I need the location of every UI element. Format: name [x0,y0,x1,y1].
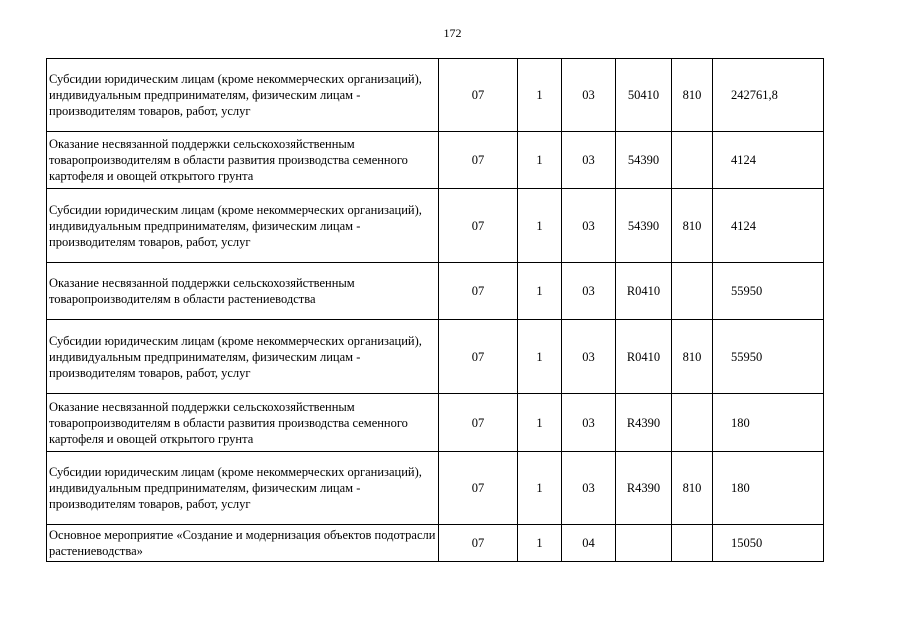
row-section-code: 07 [439,132,518,189]
row-subprogram-code: 04 [562,525,616,562]
row-program-code: 1 [518,59,562,132]
row-amount: 4124 [713,189,824,263]
row-section-code: 07 [439,452,518,525]
table-row [47,320,824,394]
row-program-code: 1 [518,525,562,562]
table-row [47,59,824,132]
row-expense-type: 810 [672,452,713,525]
row-amount: 180 [713,452,824,525]
row-direction-code [616,525,672,562]
budget-table [46,58,824,562]
row-amount: 4124 [713,132,824,189]
row-expense-type [672,263,713,320]
row-amount: 55950 [713,263,824,320]
row-program-code: 1 [518,452,562,525]
row-description: Оказание несвязанной поддержки сельскохозяйственным товаропроизводителям в области развития производства семенного картофеля и овощей открытого грунта [47,394,439,452]
row-subprogram-code: 03 [562,263,616,320]
row-subprogram-code: 03 [562,452,616,525]
row-direction-code: R4390 [616,394,672,452]
row-program-code: 1 [518,189,562,263]
row-section-code: 07 [439,320,518,394]
row-program-code: 1 [518,394,562,452]
row-description: Оказание несвязанной поддержки сельскохозяйственным товаропроизводителям в области растениеводства [47,263,439,320]
table-row [47,394,824,452]
row-amount: 242761,8 [713,59,824,132]
row-amount: 180 [713,394,824,452]
row-amount: 15050 [713,525,824,562]
row-direction-code: 54390 [616,189,672,263]
row-subprogram-code: 03 [562,59,616,132]
row-description: Оказание несвязанной поддержки сельскохозяйственным товаропроизводителям в области развития производства семенного картофеля и овощей открытого грунта [47,132,439,189]
row-section-code: 07 [439,59,518,132]
row-expense-type: 810 [672,189,713,263]
row-description: Субсидии юридическим лицам (кроме некоммерческих организаций), индивидуальным предпринимателям, физическим лицам - производителям товаров, работ, услуг [47,189,439,263]
row-direction-code: R0410 [616,263,672,320]
table-body [47,59,824,562]
row-section-code: 07 [439,263,518,320]
row-expense-type [672,132,713,189]
table-row [47,452,824,525]
row-direction-code: 54390 [616,132,672,189]
row-subprogram-code: 03 [562,189,616,263]
table-row [47,132,824,189]
row-description: Субсидии юридическим лицам (кроме некоммерческих организаций), индивидуальным предпринимателям, физическим лицам - производителям товаров, работ, услуг [47,320,439,394]
table-row [47,263,824,320]
row-section-code: 07 [439,394,518,452]
row-direction-code: R0410 [616,320,672,394]
table-row [47,525,824,562]
row-direction-code: 50410 [616,59,672,132]
row-subprogram-code: 03 [562,394,616,452]
row-expense-type [672,394,713,452]
table-row [47,189,824,263]
page-number: 172 [443,26,462,40]
row-program-code: 1 [518,320,562,394]
row-program-code: 1 [518,132,562,189]
row-description: Субсидии юридическим лицам (кроме некоммерческих организаций), индивидуальным предпринимателям, физическим лицам - производителям товаров, работ, услуг [47,452,439,525]
row-section-code: 07 [439,525,518,562]
row-direction-code: R4390 [616,452,672,525]
row-description: Субсидии юридическим лицам (кроме некоммерческих организаций), индивидуальным предпринимателям, физическим лицам - производителям товаров, работ, услуг [47,59,439,132]
row-program-code: 1 [518,263,562,320]
row-section-code: 07 [439,189,518,263]
row-description: Основное мероприятие «Создание и модернизация объектов подотрасли растениеводства» [47,525,439,562]
row-subprogram-code: 03 [562,320,616,394]
row-expense-type [672,525,713,562]
row-amount: 55950 [713,320,824,394]
row-expense-type: 810 [672,59,713,132]
row-expense-type: 810 [672,320,713,394]
row-subprogram-code: 03 [562,132,616,189]
